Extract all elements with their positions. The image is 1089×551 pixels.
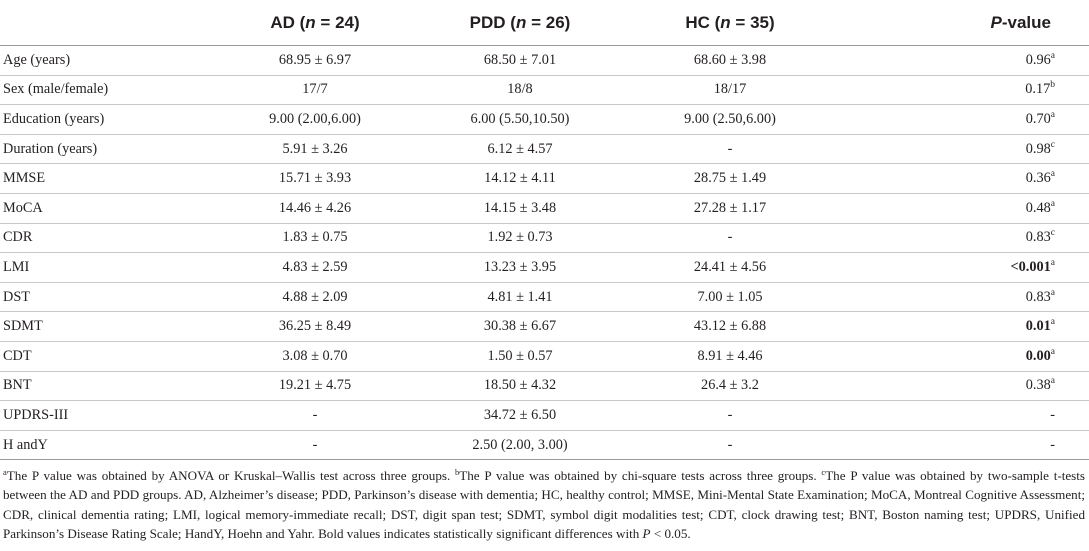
cell-ad: - <box>210 430 420 460</box>
cell-hc: - <box>620 134 840 164</box>
cell-pdd: 34.72 ± 6.50 <box>420 401 620 431</box>
cell-ad: 4.88 ± 2.09 <box>210 282 420 312</box>
cell-pvalue <box>840 401 1089 431</box>
cell-hc: - <box>620 223 840 253</box>
pvalue-text: 0.01 <box>1025 318 1051 335</box>
cell-hc: 7.00 ± 1.05 <box>620 282 840 312</box>
row-label: BNT <box>0 371 210 401</box>
cell-ad: - <box>210 401 420 431</box>
cell-ad: 1.83 ± 0.75 <box>210 223 420 253</box>
pvalue-footnote-mark: a <box>1050 317 1055 328</box>
pvalue-footnote-mark: c <box>1050 139 1055 150</box>
row-label: MMSE <box>0 164 210 194</box>
pvalue-footnote-mark: a <box>1050 198 1055 209</box>
row-label: Age (years) <box>0 46 210 76</box>
cell-hc: 18/17 <box>620 75 840 105</box>
cell-pdd: 14.12 ± 4.11 <box>420 164 620 194</box>
row-label: H andY <box>0 430 210 460</box>
pvalue-footnote-mark: b <box>1050 80 1055 91</box>
cell-hc: - <box>620 430 840 460</box>
cell-pvalue <box>840 193 1089 223</box>
cell-pvalue <box>840 253 1089 283</box>
pvalue-text: 0.70 <box>1025 110 1051 127</box>
cell-pvalue <box>840 134 1089 164</box>
pvalue-footnote-mark: a <box>1050 257 1055 268</box>
table-footnote: $^a$The P value was obtained by ANOVA or Kruskal–Wallis test across three groups. $^b$The P value was obtained by chi-square tests across three groups. $^c$The P value was obtained by two-sample t-tests between the AD and PDD groups. AD, Alzheimer’s disease; PDD, Parkinson’s disease with dementia; HC, healthy control; MMSE, Mini-Mental State Examination; MoCA, Montreal Cognitive Assessment; CDR, clinical dementia rating; LMI, logical memory-immediate recall; DST, digit span test; SDMT, symbol digit modalities test; CDT, clock drawing test; BNT, Boston naming test; UPDRS, Unified Parkinson’s Disease Rating Scale; HandY, Hoehn and Yahr. Bold values indicates statistically significant differences with P < 0.05. <box>3 467 1085 542</box>
pvalue-text: 0.48 <box>1025 199 1051 216</box>
table-row <box>0 341 1089 371</box>
cell-hc: 27.28 ± 1.17 <box>620 193 840 223</box>
pvalue-footnote-mark: a <box>1050 346 1055 357</box>
header-hc: HC (n = 35) <box>620 0 840 46</box>
pvalue-text: 0.98 <box>1025 140 1051 157</box>
table-row <box>0 430 1089 460</box>
pvalue-footnote-mark: a <box>1050 287 1055 298</box>
pvalue-footnote-mark: a <box>1050 169 1055 180</box>
cell-hc: 9.00 (2.50,6.00) <box>620 105 840 135</box>
cell-pvalue <box>840 371 1089 401</box>
row-label: CDR <box>0 223 210 253</box>
cell-ad: 3.08 ± 0.70 <box>210 341 420 371</box>
cell-ad: 19.21 ± 4.75 <box>210 371 420 401</box>
cell-pvalue <box>840 312 1089 342</box>
row-label: DST <box>0 282 210 312</box>
row-label: MoCA <box>0 193 210 223</box>
cell-pdd: 14.15 ± 3.48 <box>420 193 620 223</box>
cell-hc: 28.75 ± 1.49 <box>620 164 840 194</box>
cell-pdd: 4.81 ± 1.41 <box>420 282 620 312</box>
cell-hc: 68.60 ± 3.98 <box>620 46 840 76</box>
pvalue-text: 0.38 <box>1025 377 1051 394</box>
cell-hc: 8.91 ± 4.46 <box>620 341 840 371</box>
table-row <box>0 164 1089 194</box>
table-row <box>0 312 1089 342</box>
table-row <box>0 401 1089 431</box>
cell-pdd: 13.23 ± 3.95 <box>420 253 620 283</box>
cell-ad: 17/7 <box>210 75 420 105</box>
table-row <box>0 46 1089 76</box>
row-label: SDMT <box>0 312 210 342</box>
cell-ad: 68.95 ± 6.97 <box>210 46 420 76</box>
pvalue-footnote-mark: a <box>1050 109 1055 120</box>
cell-ad: 9.00 (2.00,6.00) <box>210 105 420 135</box>
pvalue-footnote-mark: a <box>1050 376 1055 387</box>
cell-pdd: 6.12 ± 4.57 <box>420 134 620 164</box>
table-row <box>0 193 1089 223</box>
cell-hc: 26.4 ± 3.2 <box>620 371 840 401</box>
pvalue-text: 0.36 <box>1025 170 1051 187</box>
row-label: Duration (years) <box>0 134 210 164</box>
cell-ad: 5.91 ± 3.26 <box>210 134 420 164</box>
cell-hc: 43.12 ± 6.88 <box>620 312 840 342</box>
header-pdd: PDD (n = 26) <box>420 0 620 46</box>
row-label: Education (years) <box>0 105 210 135</box>
row-label: UPDRS-III <box>0 401 210 431</box>
cell-pdd: 1.92 ± 0.73 <box>420 223 620 253</box>
cell-pvalue <box>840 341 1089 371</box>
row-label: Sex (male/female) <box>0 75 210 105</box>
cell-pdd: 68.50 ± 7.01 <box>420 46 620 76</box>
pvalue-footnote-mark: c <box>1050 228 1055 239</box>
table-row <box>0 75 1089 105</box>
cell-ad: 14.46 ± 4.26 <box>210 193 420 223</box>
header-pvalue: P-value <box>840 0 1089 46</box>
cell-pvalue <box>840 164 1089 194</box>
cell-pvalue <box>840 75 1089 105</box>
cell-pdd: 18.50 ± 4.32 <box>420 371 620 401</box>
table-row <box>0 253 1089 283</box>
pvalue-text: - <box>1050 436 1055 453</box>
row-label: CDT <box>0 341 210 371</box>
pvalue-text: - <box>1050 406 1055 423</box>
cell-pvalue <box>840 282 1089 312</box>
pvalue-text: 0.96 <box>1025 51 1051 68</box>
table-body <box>0 46 1089 460</box>
table-row <box>0 371 1089 401</box>
cell-pdd: 6.00 (5.50,10.50) <box>420 105 620 135</box>
pvalue-text: 0.83 <box>1025 229 1051 246</box>
cell-hc: - <box>620 401 840 431</box>
table-row <box>0 134 1089 164</box>
pvalue-text: <0.001 <box>1010 258 1051 275</box>
pvalue-text: 0.83 <box>1025 288 1051 305</box>
cell-ad: 36.25 ± 8.49 <box>210 312 420 342</box>
header-variable <box>0 0 210 46</box>
row-label: LMI <box>0 253 210 283</box>
cell-pvalue <box>840 430 1089 460</box>
pvalue-text: 0.17 <box>1025 81 1051 98</box>
pvalue-text: 0.00 <box>1025 347 1051 364</box>
pvalue-footnote-mark: a <box>1050 50 1055 61</box>
cell-pvalue <box>840 223 1089 253</box>
cell-pdd: 30.38 ± 6.67 <box>420 312 620 342</box>
header-ad: AD (n = 24) <box>210 0 420 46</box>
table-row <box>0 223 1089 253</box>
cell-ad: 4.83 ± 2.59 <box>210 253 420 283</box>
table-row <box>0 105 1089 135</box>
cell-pdd: 18/8 <box>420 75 620 105</box>
table-row <box>0 282 1089 312</box>
table-header <box>0 0 1089 46</box>
cell-pvalue <box>840 105 1089 135</box>
cell-pdd: 1.50 ± 0.57 <box>420 341 620 371</box>
cell-pdd: 2.50 (2.00, 3.00) <box>420 430 620 460</box>
cell-ad: 15.71 ± 3.93 <box>210 164 420 194</box>
cell-pvalue <box>840 46 1089 76</box>
cell-hc: 24.41 ± 4.56 <box>620 253 840 283</box>
